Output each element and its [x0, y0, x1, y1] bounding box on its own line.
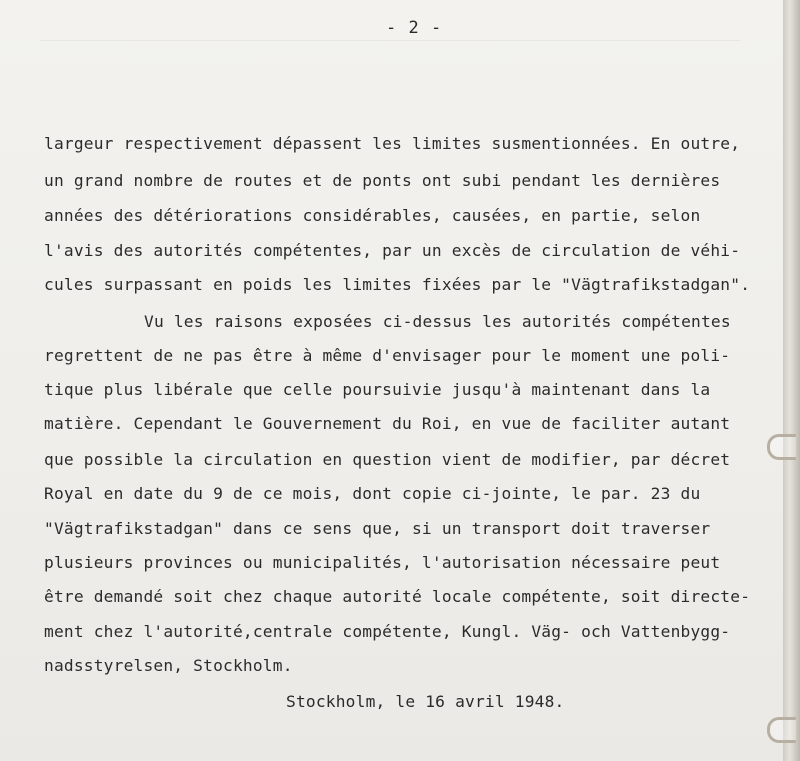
text-line: largeur respectivement dépassent les limites susmentionnées. En outre,	[44, 134, 741, 153]
text-line: ment chez l'autorité,centrale compétente, Kungl. Väg- och Vattenbygg-	[44, 622, 731, 641]
binder-clip	[767, 434, 796, 460]
text-line: un grand nombre de routes et de ponts ont subi pendant les dernières	[44, 171, 721, 190]
text-line: années des détériorations considérables, causées, en partie, selon	[44, 206, 701, 225]
text-line: que possible la circulation en question vient de modifier, par décret	[44, 450, 731, 469]
text-line: l'avis des autorités compétentes, par un excès de circulation de véhi-	[44, 241, 741, 260]
text-line: plusieurs provinces ou municipalités, l'autorisation nécessaire peut	[44, 553, 721, 572]
binder-clip	[767, 717, 796, 743]
text-line: cules surpassant en poids les limites fixées par le "Vägtrafikstadgan".	[44, 275, 751, 294]
text-line: tique plus libérale que celle poursuivie jusqu'à maintenant dans la	[44, 380, 711, 399]
bleed-through-marks	[40, 40, 740, 81]
text-line: "Vägtrafikstadgan" dans ce sens que, si un transport doit traverser	[44, 519, 711, 538]
text-line: Vu les raisons exposées ci-dessus les autorités compétentes	[144, 312, 731, 331]
page-number: - 2 -	[386, 18, 443, 38]
text-line: regrettent de ne pas être à même d'envisager pour le moment une poli-	[44, 346, 731, 365]
text-line: matière. Cependant le Gouvernement du Roi, en vue de faciliter autant	[44, 414, 731, 433]
text-line: Royal en date du 9 de ce mois, dont copie ci-jointe, le par. 23 du	[44, 484, 701, 503]
page-edge	[783, 0, 800, 761]
signature-line: Stockholm, le 16 avril 1948.	[286, 692, 565, 711]
text-line: nadsstyrelsen, Stockholm.	[44, 656, 293, 675]
text-line: être demandé soit chez chaque autorité locale compétente, soit directe-	[44, 587, 751, 606]
